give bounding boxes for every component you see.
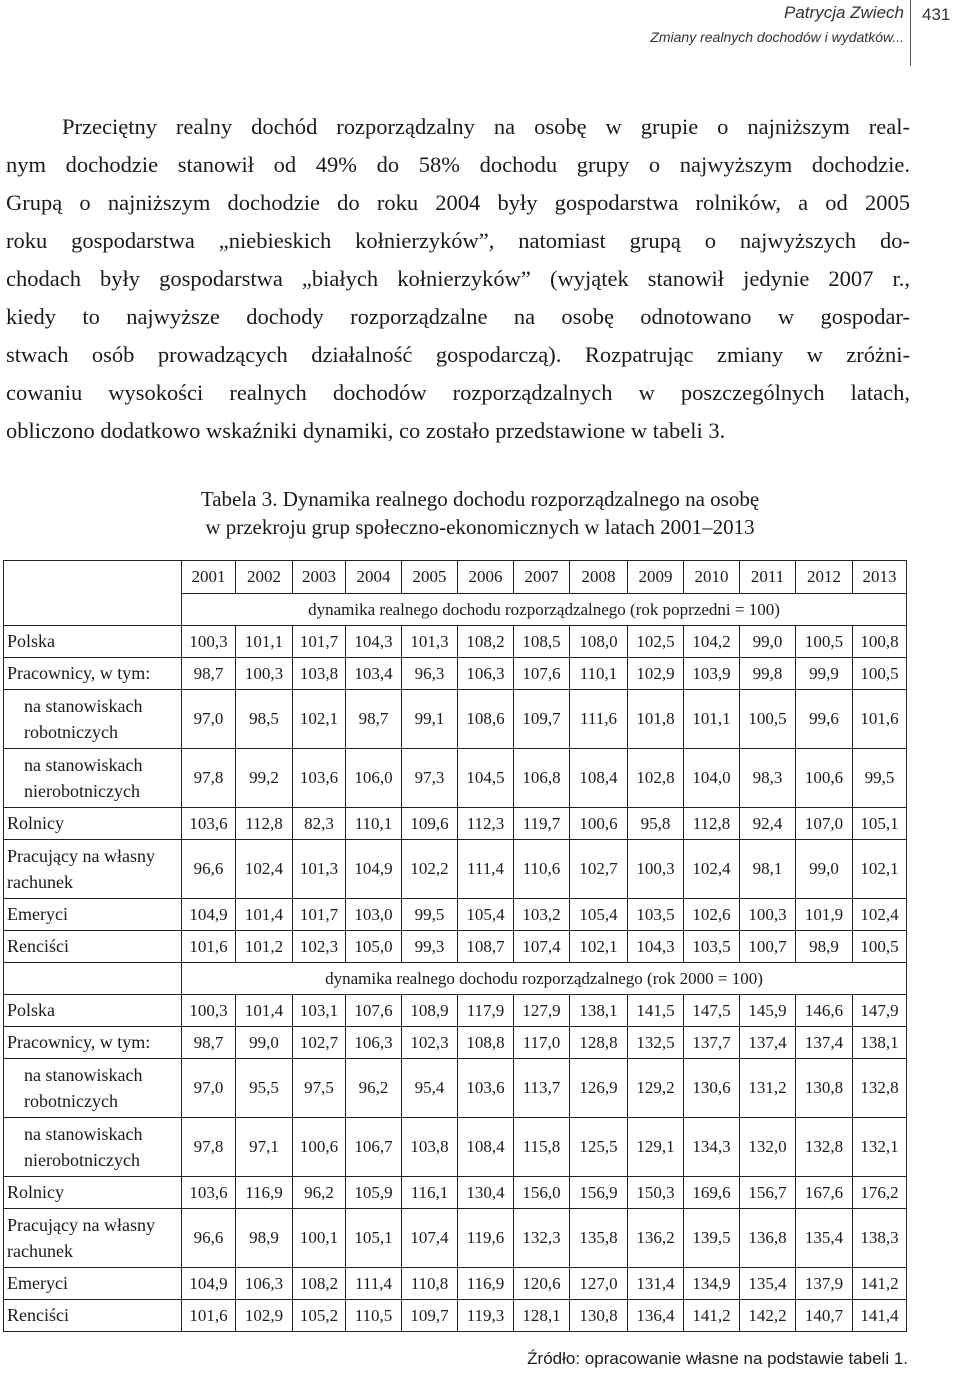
body-paragraph <box>6 108 910 450</box>
value-cell: 140,7 <box>796 1300 853 1332</box>
value-cell: 127,0 <box>570 1268 628 1300</box>
value-cell: 132,0 <box>740 1118 796 1177</box>
value-cell: 100,6 <box>796 749 853 808</box>
value-cell: 141,5 <box>628 995 684 1027</box>
year-header: 2003 <box>293 561 346 594</box>
value-cell: 101,6 <box>853 690 907 749</box>
value-cell: 101,7 <box>293 626 346 658</box>
value-cell: 130,8 <box>570 1300 628 1332</box>
year-header: 2010 <box>684 561 740 594</box>
value-cell: 98,5 <box>236 690 293 749</box>
value-cell: 102,6 <box>684 899 740 931</box>
value-cell: 97,8 <box>182 749 236 808</box>
value-cell: 100,3 <box>182 995 236 1027</box>
paragraph-line: cowaniu wysokości realnych dochodów rozporządzalnych w poszczególnych latach, <box>6 380 910 405</box>
value-cell: 103,5 <box>628 899 684 931</box>
value-cell: 103,2 <box>514 899 570 931</box>
value-cell: 100,6 <box>293 1118 346 1177</box>
income-dynamics-table <box>3 560 907 1332</box>
value-cell: 106,3 <box>236 1268 293 1300</box>
value-cell: 95,8 <box>628 808 684 840</box>
row-label: Emeryci <box>4 1268 182 1300</box>
value-cell: 108,9 <box>402 995 458 1027</box>
value-cell: 100,5 <box>853 658 907 690</box>
value-cell: 96,6 <box>182 840 236 899</box>
value-cell: 108,4 <box>458 1118 514 1177</box>
value-cell: 100,5 <box>796 626 853 658</box>
value-cell: 100,7 <box>740 931 796 963</box>
value-cell: 104,5 <box>458 749 514 808</box>
value-cell: 102,1 <box>853 840 907 899</box>
value-cell: 103,9 <box>684 658 740 690</box>
value-cell: 100,8 <box>853 626 907 658</box>
value-cell: 116,9 <box>236 1177 293 1209</box>
value-cell: 102,1 <box>570 931 628 963</box>
value-cell: 117,9 <box>458 995 514 1027</box>
table-corner-cell <box>4 561 182 626</box>
value-cell: 105,4 <box>570 899 628 931</box>
value-cell: 106,0 <box>346 749 402 808</box>
value-cell: 101,4 <box>236 995 293 1027</box>
value-cell: 102,4 <box>853 899 907 931</box>
value-cell: 169,6 <box>684 1177 740 1209</box>
value-cell: 107,4 <box>514 931 570 963</box>
value-cell: 104,9 <box>182 899 236 931</box>
value-cell: 97,0 <box>182 690 236 749</box>
row-label: Polska <box>4 995 182 1027</box>
value-cell: 129,1 <box>628 1118 684 1177</box>
value-cell: 131,2 <box>740 1059 796 1118</box>
value-cell: 100,3 <box>236 658 293 690</box>
running-header-title: Zmiany realnych dochodów i wydatków... <box>650 29 904 45</box>
value-cell: 100,3 <box>628 840 684 899</box>
value-cell: 110,5 <box>346 1300 402 1332</box>
year-header: 2011 <box>740 561 796 594</box>
value-cell: 104,0 <box>684 749 740 808</box>
value-cell: 141,2 <box>684 1300 740 1332</box>
value-cell: 130,8 <box>796 1059 853 1118</box>
value-cell: 176,2 <box>853 1177 907 1209</box>
value-cell: 99,0 <box>236 1027 293 1059</box>
value-cell: 134,9 <box>684 1268 740 1300</box>
value-cell: 128,1 <box>514 1300 570 1332</box>
value-cell: 97,3 <box>402 749 458 808</box>
value-cell: 136,2 <box>628 1209 684 1268</box>
row-label: na stanowiskach robotniczych <box>4 1059 182 1118</box>
running-header-author: Patrycja Zwiech <box>784 3 904 22</box>
value-cell: 115,8 <box>514 1118 570 1177</box>
value-cell: 108,4 <box>570 749 628 808</box>
value-cell: 116,1 <box>402 1177 458 1209</box>
value-cell: 103,0 <box>346 899 402 931</box>
value-cell: 92,4 <box>740 808 796 840</box>
value-cell: 137,4 <box>796 1027 853 1059</box>
table-row <box>4 749 907 808</box>
value-cell: 102,3 <box>402 1027 458 1059</box>
value-cell: 104,9 <box>346 840 402 899</box>
value-cell: 98,7 <box>346 690 402 749</box>
value-cell: 109,7 <box>402 1300 458 1332</box>
value-cell: 147,9 <box>853 995 907 1027</box>
value-cell: 100,6 <box>570 808 628 840</box>
value-cell: 142,2 <box>740 1300 796 1332</box>
year-header: 2004 <box>346 561 402 594</box>
value-cell: 141,2 <box>853 1268 907 1300</box>
value-cell: 129,2 <box>628 1059 684 1118</box>
value-cell: 111,4 <box>458 840 514 899</box>
value-cell: 135,4 <box>740 1268 796 1300</box>
value-cell: 112,3 <box>458 808 514 840</box>
table-row <box>4 995 907 1027</box>
value-cell: 101,8 <box>628 690 684 749</box>
value-cell: 99,8 <box>740 658 796 690</box>
value-cell: 101,6 <box>182 1300 236 1332</box>
value-cell: 96,3 <box>402 658 458 690</box>
table-row <box>4 626 907 658</box>
value-cell: 110,1 <box>346 808 402 840</box>
value-cell: 99,0 <box>796 840 853 899</box>
value-cell: 98,7 <box>182 1027 236 1059</box>
section-label-blank <box>4 963 182 995</box>
value-cell: 112,8 <box>236 808 293 840</box>
row-label: Renciści <box>4 931 182 963</box>
value-cell: 131,4 <box>628 1268 684 1300</box>
value-cell: 130,6 <box>684 1059 740 1118</box>
value-cell: 82,3 <box>293 808 346 840</box>
value-cell: 137,4 <box>740 1027 796 1059</box>
value-cell: 106,3 <box>458 658 514 690</box>
value-cell: 107,6 <box>514 658 570 690</box>
value-cell: 95,4 <box>402 1059 458 1118</box>
value-cell: 109,7 <box>514 690 570 749</box>
value-cell: 96,2 <box>293 1177 346 1209</box>
row-label: Rolnicy <box>4 1177 182 1209</box>
year-header: 2006 <box>458 561 514 594</box>
value-cell: 97,5 <box>293 1059 346 1118</box>
paragraph-line: nym dochodzie stanowił od 49% do 58% dochodu grupy o najwyższym dochodzie. <box>6 152 910 177</box>
paragraph-line: kiedy to najwyższe dochody rozporządzalne na osobę odnotowano w gospodar- <box>6 304 910 329</box>
row-label: Pracujący na własny rachunek <box>4 1209 182 1268</box>
value-cell: 101,4 <box>236 899 293 931</box>
value-cell: 102,9 <box>628 658 684 690</box>
value-cell: 99,9 <box>796 658 853 690</box>
value-cell: 102,7 <box>570 840 628 899</box>
row-label: Pracownicy, w tym: <box>4 658 182 690</box>
year-header: 2005 <box>402 561 458 594</box>
value-cell: 138,1 <box>570 995 628 1027</box>
value-cell: 102,4 <box>236 840 293 899</box>
value-cell: 136,8 <box>740 1209 796 1268</box>
value-cell: 100,5 <box>740 690 796 749</box>
value-cell: 119,3 <box>458 1300 514 1332</box>
value-cell: 103,6 <box>458 1059 514 1118</box>
value-cell: 106,8 <box>514 749 570 808</box>
year-header: 2012 <box>796 561 853 594</box>
table-row <box>4 1209 907 1268</box>
value-cell: 127,9 <box>514 995 570 1027</box>
paragraph-line: roku gospodarstwa „niebieskich kołnierzyków”, natomiast grupą o najwyższych do- <box>6 228 910 253</box>
year-header: 2009 <box>628 561 684 594</box>
table-row <box>4 1268 907 1300</box>
value-cell: 105,9 <box>346 1177 402 1209</box>
value-cell: 106,7 <box>346 1118 402 1177</box>
value-cell: 99,1 <box>402 690 458 749</box>
value-cell: 102,3 <box>293 931 346 963</box>
year-header: 2013 <box>853 561 907 594</box>
value-cell: 98,3 <box>740 749 796 808</box>
table-caption-line-2: w przekroju grup społeczno-ekonomicznych w latach 2001–2013 <box>205 515 755 539</box>
value-cell: 137,7 <box>684 1027 740 1059</box>
value-cell: 126,9 <box>570 1059 628 1118</box>
value-cell: 103,8 <box>293 658 346 690</box>
value-cell: 102,9 <box>236 1300 293 1332</box>
value-cell: 112,8 <box>684 808 740 840</box>
value-cell: 105,2 <box>293 1300 346 1332</box>
paragraph-line: obliczono dodatkowo wskaźniki dynamiki, co zostało przedstawione w tabeli 3. <box>6 418 726 443</box>
value-cell: 104,9 <box>182 1268 236 1300</box>
value-cell: 96,2 <box>346 1059 402 1118</box>
value-cell: 107,6 <box>346 995 402 1027</box>
paragraph-line: Przeciętny realny dochód rozporządzalny na osobę w grupie o najniższym real- <box>62 114 910 139</box>
value-cell: 102,2 <box>402 840 458 899</box>
value-cell: 150,3 <box>628 1177 684 1209</box>
value-cell: 100,3 <box>740 899 796 931</box>
value-cell: 136,4 <box>628 1300 684 1332</box>
value-cell: 105,1 <box>853 808 907 840</box>
value-cell: 98,7 <box>182 658 236 690</box>
value-cell: 132,1 <box>853 1118 907 1177</box>
value-cell: 103,6 <box>182 808 236 840</box>
year-header: 2007 <box>514 561 570 594</box>
value-cell: 107,4 <box>402 1209 458 1268</box>
value-cell: 101,6 <box>182 931 236 963</box>
value-cell: 105,4 <box>458 899 514 931</box>
table-caption-line-1: Tabela 3. Dynamika realnego dochodu rozporządzalnego na osobę <box>200 487 760 511</box>
value-cell: 147,5 <box>684 995 740 1027</box>
page-number: 431 <box>922 5 951 24</box>
value-cell: 109,6 <box>402 808 458 840</box>
value-cell: 98,1 <box>740 840 796 899</box>
value-cell: 95,5 <box>236 1059 293 1118</box>
value-cell: 102,7 <box>293 1027 346 1059</box>
row-label: Polska <box>4 626 182 658</box>
section-header: dynamika realnego dochodu rozporządzalnego (rok 2000 = 100) <box>182 963 907 995</box>
value-cell: 102,1 <box>293 690 346 749</box>
value-cell: 116,9 <box>458 1268 514 1300</box>
value-cell: 105,0 <box>346 931 402 963</box>
row-label: Pracownicy, w tym: <box>4 1027 182 1059</box>
table-row <box>4 1059 907 1118</box>
value-cell: 167,6 <box>796 1177 853 1209</box>
value-cell: 98,9 <box>796 931 853 963</box>
value-cell: 102,8 <box>628 749 684 808</box>
value-cell: 134,3 <box>684 1118 740 1177</box>
table-row <box>4 658 907 690</box>
value-cell: 128,8 <box>570 1027 628 1059</box>
table-row <box>4 1177 907 1209</box>
value-cell: 139,5 <box>684 1209 740 1268</box>
value-cell: 97,0 <box>182 1059 236 1118</box>
value-cell: 101,7 <box>293 899 346 931</box>
value-cell: 156,0 <box>514 1177 570 1209</box>
value-cell: 99,5 <box>402 899 458 931</box>
row-label: na stanowiskach nierobotniczych <box>4 1118 182 1177</box>
row-label: Rolnicy <box>4 808 182 840</box>
value-cell: 132,5 <box>628 1027 684 1059</box>
row-label: Emeryci <box>4 899 182 931</box>
value-cell: 108,5 <box>514 626 570 658</box>
value-cell: 156,7 <box>740 1177 796 1209</box>
value-cell: 120,6 <box>514 1268 570 1300</box>
paragraph-line: stwach osób prowadzących działalność gospodarczą). Rozpatrując zmiany w zróżni- <box>6 342 910 367</box>
value-cell: 102,4 <box>684 840 740 899</box>
value-cell: 137,9 <box>796 1268 853 1300</box>
row-label: na stanowiskach nierobotniczych <box>4 749 182 808</box>
table-row <box>4 690 907 749</box>
value-cell: 97,1 <box>236 1118 293 1177</box>
value-cell: 103,1 <box>293 995 346 1027</box>
value-cell: 113,7 <box>514 1059 570 1118</box>
row-label: Pracujący na własny rachunek <box>4 840 182 899</box>
value-cell: 101,3 <box>402 626 458 658</box>
value-cell: 103,6 <box>293 749 346 808</box>
year-header: 2001 <box>182 561 236 594</box>
table-row <box>4 1027 907 1059</box>
value-cell: 99,6 <box>796 690 853 749</box>
value-cell: 119,7 <box>514 808 570 840</box>
value-cell: 110,1 <box>570 658 628 690</box>
value-cell: 96,6 <box>182 1209 236 1268</box>
value-cell: 108,6 <box>458 690 514 749</box>
value-cell: 104,3 <box>628 931 684 963</box>
running-header <box>0 0 960 70</box>
row-label: Renciści <box>4 1300 182 1332</box>
value-cell: 106,3 <box>346 1027 402 1059</box>
value-cell: 138,1 <box>853 1027 907 1059</box>
value-cell: 103,6 <box>182 1177 236 1209</box>
year-header: 2002 <box>236 561 293 594</box>
value-cell: 108,8 <box>458 1027 514 1059</box>
value-cell: 108,2 <box>458 626 514 658</box>
value-cell: 119,6 <box>458 1209 514 1268</box>
value-cell: 108,0 <box>570 626 628 658</box>
row-label: na stanowiskach robotniczych <box>4 690 182 749</box>
value-cell: 101,3 <box>293 840 346 899</box>
table-row <box>4 931 907 963</box>
table-row <box>4 840 907 899</box>
value-cell: 100,3 <box>182 626 236 658</box>
value-cell: 108,7 <box>458 931 514 963</box>
value-cell: 102,5 <box>628 626 684 658</box>
table-row <box>4 899 907 931</box>
table-row <box>4 1300 907 1332</box>
value-cell: 103,4 <box>346 658 402 690</box>
value-cell: 108,2 <box>293 1268 346 1300</box>
value-cell: 132,3 <box>514 1209 570 1268</box>
value-cell: 138,3 <box>853 1209 907 1268</box>
value-cell: 146,6 <box>796 995 853 1027</box>
paragraph-line: Grupą o najniższym dochodzie do roku 2004 były gospodarstwa rolników, a od 2005 <box>6 190 910 215</box>
value-cell: 101,1 <box>236 626 293 658</box>
value-cell: 99,2 <box>236 749 293 808</box>
value-cell: 132,8 <box>796 1118 853 1177</box>
value-cell: 110,6 <box>514 840 570 899</box>
value-cell: 99,5 <box>853 749 907 808</box>
value-cell: 100,5 <box>853 931 907 963</box>
value-cell: 101,9 <box>796 899 853 931</box>
value-cell: 100,1 <box>293 1209 346 1268</box>
value-cell: 125,5 <box>570 1118 628 1177</box>
value-cell: 105,1 <box>346 1209 402 1268</box>
value-cell: 97,8 <box>182 1118 236 1177</box>
value-cell: 99,3 <box>402 931 458 963</box>
value-cell: 110,8 <box>402 1268 458 1300</box>
value-cell: 107,0 <box>796 808 853 840</box>
header-divider <box>910 0 911 66</box>
paragraph-line: chodach były gospodarstwa „białych kołnierzyków” (wyjątek stanowił jedynie 2007 r., <box>6 266 910 291</box>
value-cell: 98,9 <box>236 1209 293 1268</box>
value-cell: 135,4 <box>796 1209 853 1268</box>
table-row <box>4 1118 907 1177</box>
value-cell: 99,0 <box>740 626 796 658</box>
value-cell: 104,3 <box>346 626 402 658</box>
value-cell: 111,6 <box>570 690 628 749</box>
value-cell: 156,9 <box>570 1177 628 1209</box>
value-cell: 117,0 <box>514 1027 570 1059</box>
table-row <box>4 808 907 840</box>
value-cell: 132,8 <box>853 1059 907 1118</box>
value-cell: 103,8 <box>402 1118 458 1177</box>
value-cell: 101,1 <box>684 690 740 749</box>
value-cell: 101,2 <box>236 931 293 963</box>
value-cell: 135,8 <box>570 1209 628 1268</box>
year-header: 2008 <box>570 561 628 594</box>
value-cell: 141,4 <box>853 1300 907 1332</box>
value-cell: 130,4 <box>458 1177 514 1209</box>
value-cell: 104,2 <box>684 626 740 658</box>
value-cell: 103,5 <box>684 931 740 963</box>
section-header: dynamika realnego dochodu rozporządzalnego (rok poprzedni = 100) <box>182 594 907 626</box>
value-cell: 111,4 <box>346 1268 402 1300</box>
table-source-note: Źródło: opracowanie własne na podstawie tabeli 1. <box>527 1349 908 1368</box>
value-cell: 145,9 <box>740 995 796 1027</box>
